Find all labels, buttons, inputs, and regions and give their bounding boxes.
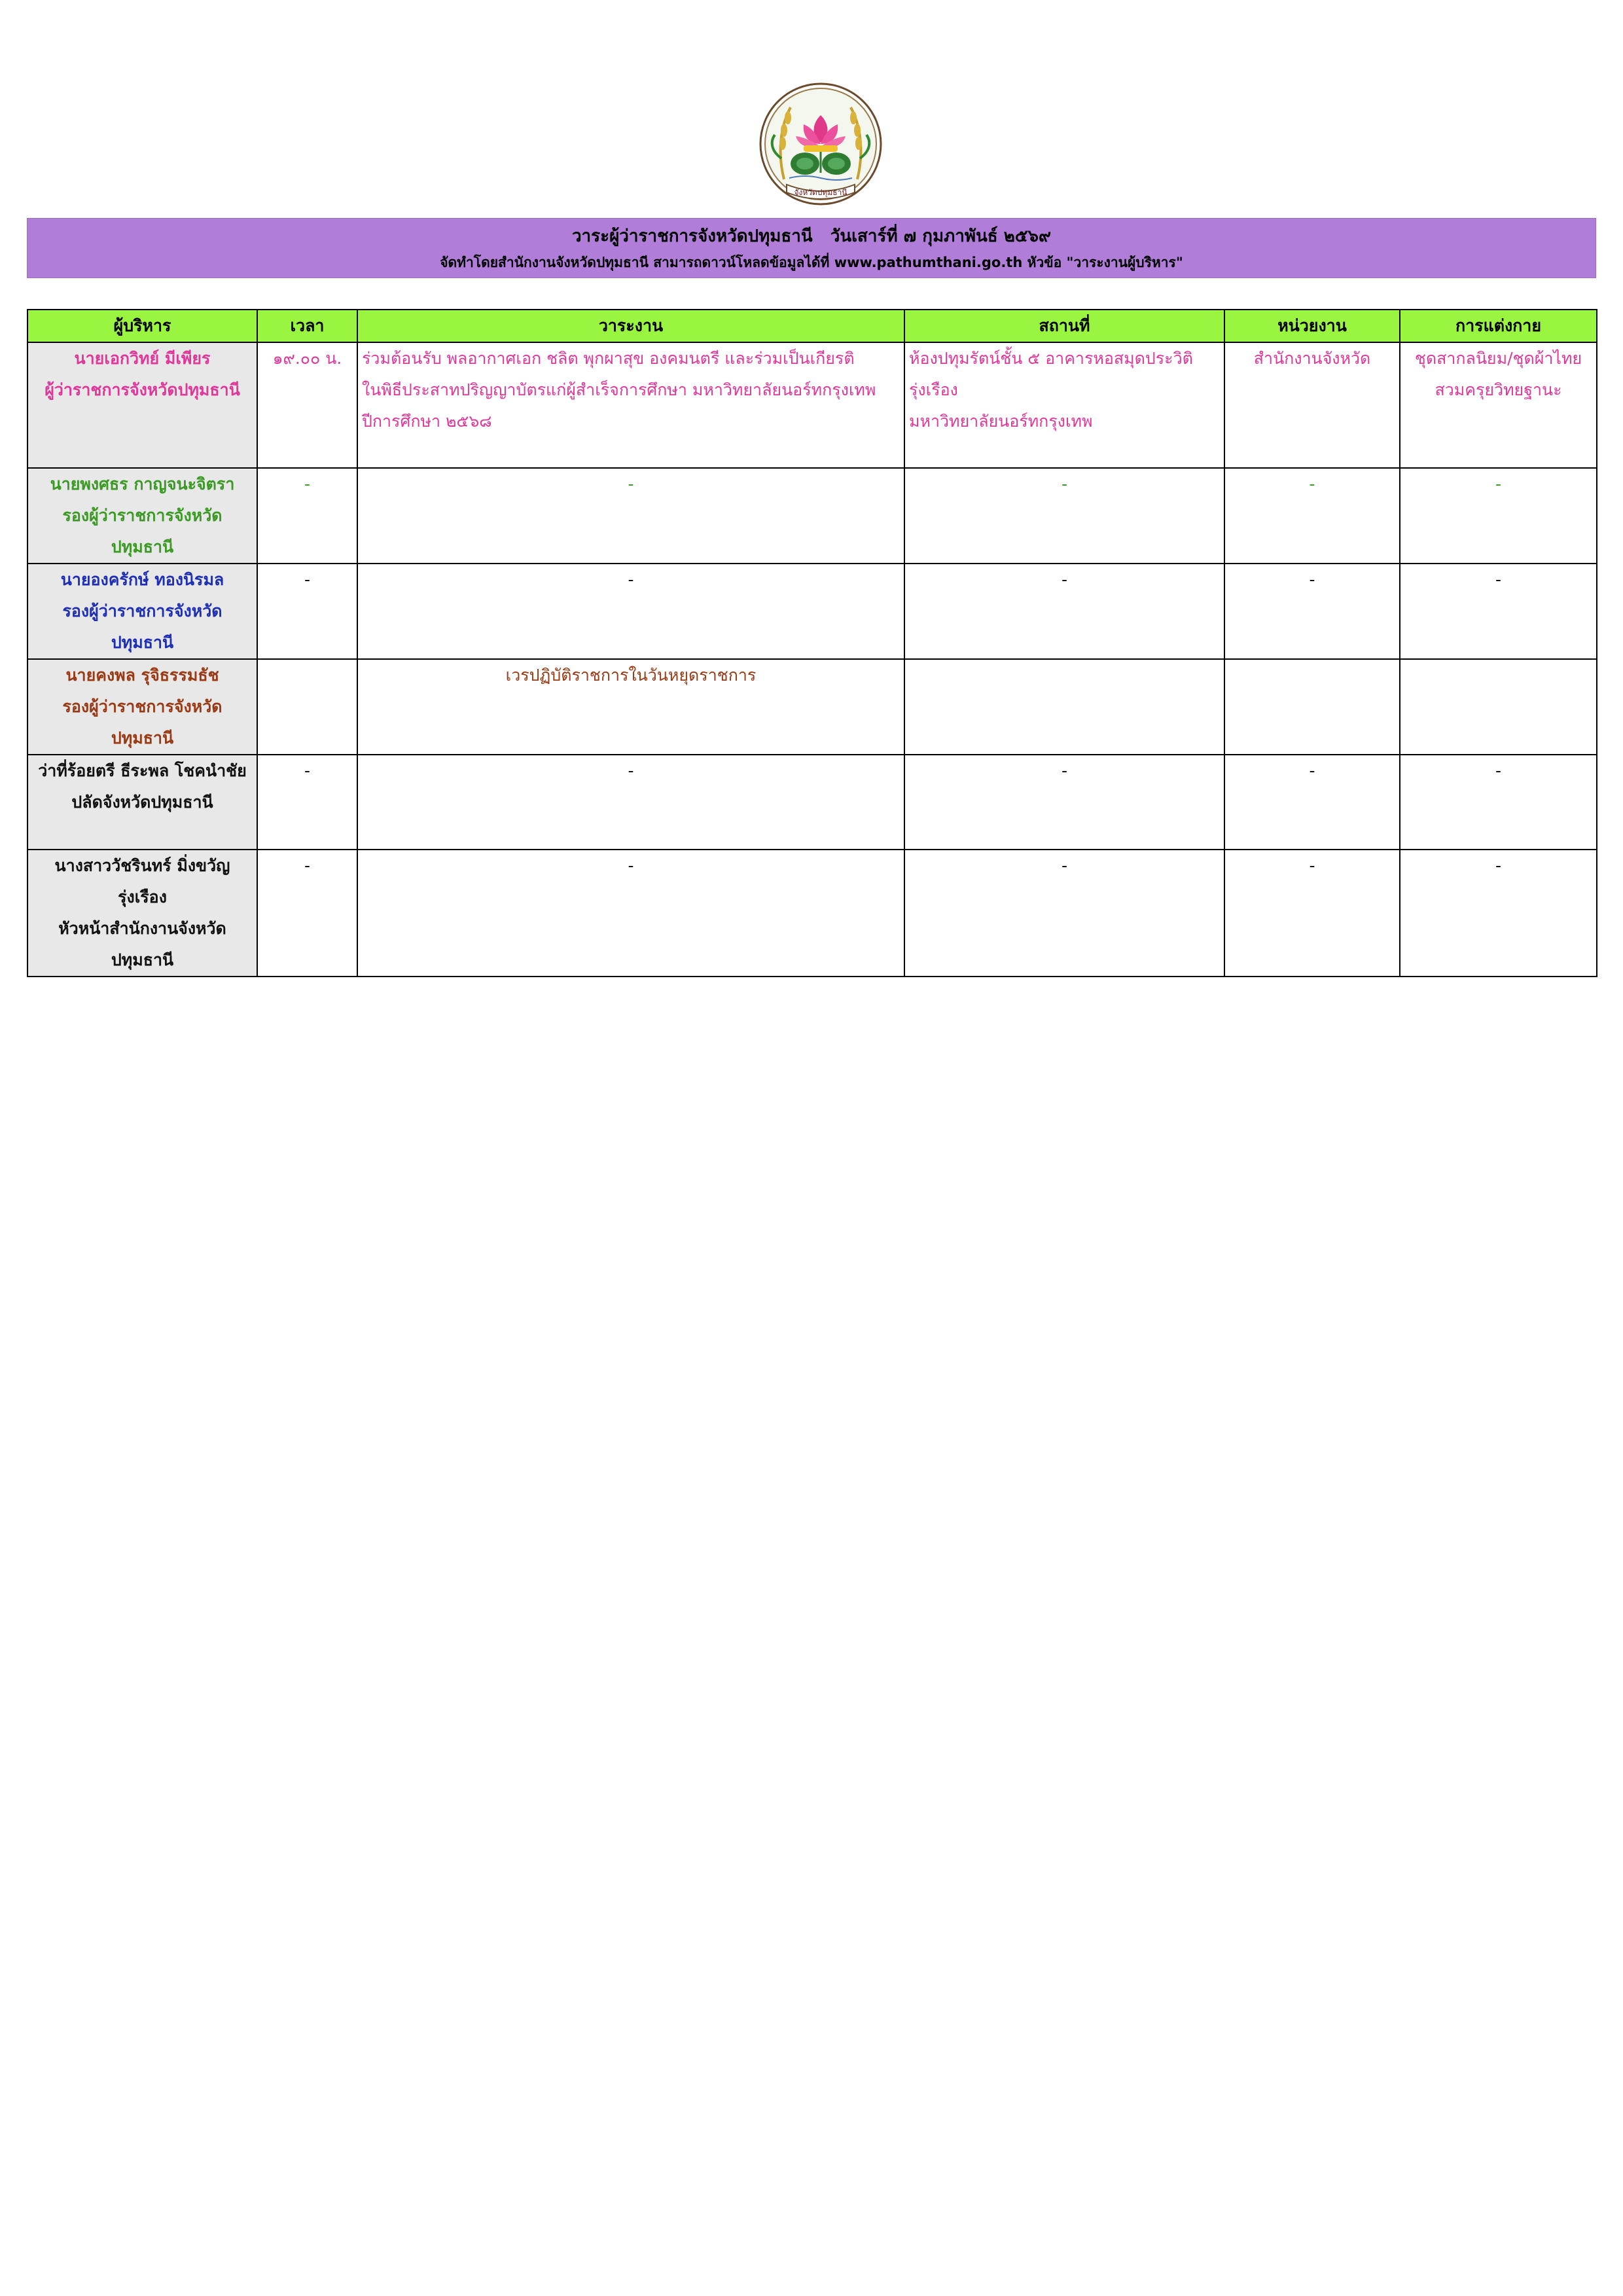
executive-position: ปลัดจังหวัดปทุมธานี — [71, 793, 213, 812]
agenda-cell: - — [357, 564, 904, 659]
dress-cell — [1400, 659, 1597, 755]
table-row — [27, 659, 1597, 755]
dress-cell: - — [1400, 850, 1597, 977]
executive-cell — [27, 659, 257, 755]
agenda-cell: - — [357, 468, 904, 564]
executive-cell — [27, 468, 257, 564]
place-cell: - — [904, 468, 1224, 564]
executive-cell — [27, 755, 257, 850]
executive-cell — [27, 342, 257, 468]
agenda-cell: - — [357, 755, 904, 850]
time-cell: - — [257, 468, 357, 564]
executive-position: หัวหน้าสำนักงานจังหวัดปทุมธานี — [58, 919, 226, 969]
time-cell: ๑๙.๐๐ น. — [257, 342, 357, 468]
column-header-place: สถานที่ — [904, 310, 1224, 342]
dress-cell — [1400, 342, 1597, 468]
place-cell — [904, 342, 1224, 468]
place-line: ห้องปทุมรัตน์ชั้น ๕ อาคารหอสมุดประวิติรุ่งเรือง — [909, 349, 1193, 399]
executive-name: นางสาววัชรินทร์ มิ่งขวัญรุ่งเรือง — [54, 856, 230, 906]
table-row — [27, 755, 1597, 850]
executive-position: รองผู้ว่าราชการจังหวัดปทุมธานี — [62, 506, 223, 556]
place-cell: - — [904, 755, 1224, 850]
executive-cell — [27, 850, 257, 977]
column-header-executive: ผู้บริหาร — [27, 310, 257, 342]
page-subtitle: จัดทำโดยสำนักงานจังหวัดปทุมธานี สามารถดาวน์โหลดข้อมูลได้ที่ www.pathumthani.go.th หัวข้อ "วาระงานผู้บริหาร" — [440, 255, 1183, 270]
time-cell: - — [257, 755, 357, 850]
agency-cell: - — [1224, 468, 1400, 564]
column-header-agency: หน่วยงาน — [1224, 310, 1400, 342]
executive-position: รองผู้ว่าราชการจังหวัดปทุมธานี — [62, 601, 223, 652]
executive-position: ผู้ว่าราชการจังหวัดปทุมธานี — [45, 380, 240, 399]
time-cell: - — [257, 850, 357, 977]
time-cell: - — [257, 564, 357, 659]
place-line: มหาวิทยาลัยนอร์ทกรุงเทพ — [909, 412, 1093, 431]
agency-cell: สำนักงานจังหวัด — [1224, 342, 1400, 468]
page-title: วาระผู้ว่าราชการจังหวัดปทุมธานี วันเสาร์ที่ ๗ กุมภาพันธ์ ๒๕๖๙ — [571, 226, 1052, 246]
executive-name: นายเอกวิทย์ มีเพียร — [74, 349, 211, 368]
executive-name: นายคงพล รุจิธรรมธัช — [65, 666, 219, 685]
place-cell: - — [904, 564, 1224, 659]
agency-cell: - — [1224, 564, 1400, 659]
agenda-line: ร่วมต้อนรับ พลอากาศเอก ชลิต พุกผาสุข องคมนตรี และร่วมเป็นเกียรติ — [362, 349, 855, 368]
agenda-line: ในพิธีประสาทปริญญาบัตรแก่ผู้สำเร็จการศึกษา มหาวิทยาลัยนอร์ทกรุงเทพ — [362, 380, 876, 399]
seal-text: จังหวัดปทุมธานี — [794, 188, 847, 197]
column-header-dress: การแต่งกาย — [1400, 310, 1597, 342]
agency-cell: - — [1224, 755, 1400, 850]
agency-cell — [1224, 659, 1400, 755]
agency-cell: - — [1224, 850, 1400, 977]
executive-name: นายพงศธร กาญจนะจิตรา — [50, 475, 235, 493]
dress-cell: - — [1400, 468, 1597, 564]
table-row — [27, 342, 1597, 468]
executive-position: รองผู้ว่าราชการจังหวัดปทุมธานี — [62, 697, 223, 747]
executive-schedule-table — [27, 309, 1597, 977]
dress-cell: - — [1400, 564, 1597, 659]
table-row — [27, 564, 1597, 659]
executive-name: นายองครักษ์ ทองนิรมล — [60, 570, 224, 589]
executive-name: ว่าที่ร้อยตรี ธีระพล โชคนำชัย — [38, 761, 247, 780]
table-row — [27, 468, 1597, 564]
dress-cell: - — [1400, 755, 1597, 850]
agenda-cell: - — [357, 850, 904, 977]
place-cell: - — [904, 850, 1224, 977]
header-banner — [27, 218, 1596, 278]
time-cell — [257, 659, 357, 755]
dress-line: สวมครุยวิทยฐานะ — [1435, 380, 1562, 399]
agenda-cell — [357, 342, 904, 468]
table-header-row — [27, 310, 1597, 342]
pathumthani-seal-logo — [758, 81, 883, 207]
dress-line: ชุดสากลนิยม/ชุดผ้าไทย — [1414, 349, 1582, 368]
column-header-time: เวลา — [257, 310, 357, 342]
table-row — [27, 850, 1597, 977]
agenda-cell: เวรปฏิบัติราชการในวันหยุดราชการ — [357, 659, 904, 755]
column-header-agenda: วาระงาน — [357, 310, 904, 342]
agenda-line: ปีการศึกษา ๒๕๖๘ — [362, 412, 492, 431]
executive-cell — [27, 564, 257, 659]
place-cell — [904, 659, 1224, 755]
